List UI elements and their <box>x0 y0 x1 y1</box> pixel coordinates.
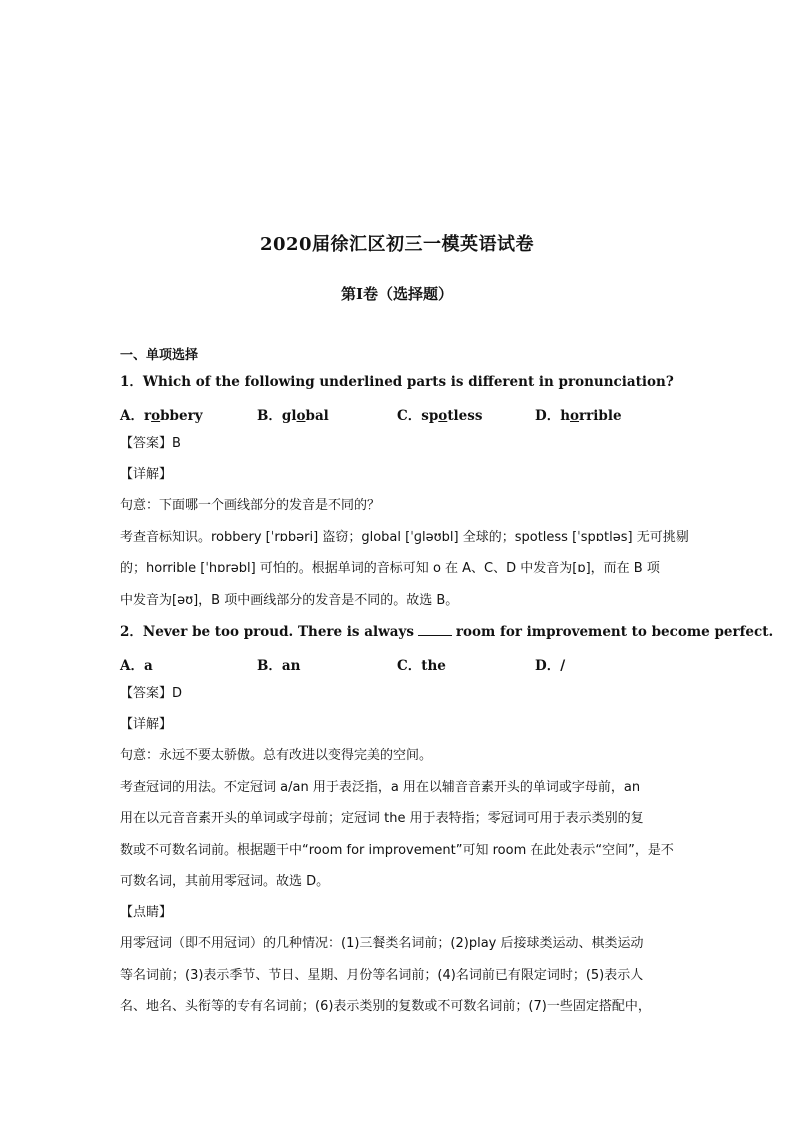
q1-detail-label: 【详解】 <box>120 467 173 482</box>
q2-option-d: D．/ <box>535 658 566 674</box>
q2-option-a: A．a <box>120 658 153 674</box>
q2-tip-line: 名、地名、头衔等的专有名词前；(6)表示类别的复数或不可数名词前；(7)一些固定搭配中， <box>120 999 651 1014</box>
q1-detail-line: 句意：下面哪一个画线部分的发音是不同的？ <box>120 498 381 513</box>
q1-answer: 【答案】B <box>120 436 181 451</box>
section-heading: 一、单项选择 <box>120 348 199 363</box>
q1-detail-line: 中发音为[əʊ]，B 项中画线部分的发音是不同的。故选 B。 <box>120 593 459 608</box>
q2-tip-label: 【点睛】 <box>120 905 173 920</box>
q2-tip-line: 等名词前；(3)表示季节、节日、星期、月份等名词前；(4)名词前已有限定词时；(5)表示人 <box>120 968 644 983</box>
q2-tip-line: 用零冠词（即不用冠词）的几种情况：(1)三餐类名词前；(2)play 后接球类运动、棋类运动 <box>120 936 644 951</box>
q1-option-c: C．spotless <box>397 408 483 424</box>
q2-option-c: C．the <box>397 658 446 674</box>
q2-detail-line: 用在以元音音素开头的单词或字母前；定冠词 the 用于表特指；零冠词可用于表示类别的复 <box>120 811 644 826</box>
q1-option-a: A．robbery <box>120 408 203 424</box>
q2-answer: 【答案】D <box>120 686 183 701</box>
q1-detail-line: 的；horrible [ˈhɒrəbl] 可怕的。根据单词的音标可知 o 在 A、C、D 中发音为[ɒ]，而在 B 项 <box>120 561 660 576</box>
question-2-stem: 2．Never be too proud. There is always room for improvement to become perfect. <box>120 624 774 640</box>
q2-detail-line: 句意：永远不要太骄傲。总有改进以变得完美的空间。 <box>120 748 433 763</box>
exam-title: 2020届徐汇区初三一模英语试卷 <box>259 234 535 255</box>
q2-detail-line: 可数名词，其前用零冠词。故选 D。 <box>120 874 330 889</box>
question-1-stem: 1．Which of the following underlined parts is different in pronunciation? <box>120 374 674 390</box>
q2-detail-line: 考查冠词的用法。不定冠词 a/an 用于表泛指，a 用在以辅音音素开头的单词或字母前，an <box>120 780 641 795</box>
q1-detail-line: 考查音标知识。robbery [ˈrɒbəri] 盗窃；global [ˈɡləʊbl] 全球的；spotless [ˈspɒtləs] 无可挑剔 <box>120 530 689 545</box>
q2-detail-line: 数或不可数名词前。根据题干中“room for improvement”可知 room 在此处表示“空间”，是不 <box>120 843 674 858</box>
exam-subtitle: 第I卷（选择题） <box>340 285 454 303</box>
q2-option-b: B．an <box>257 658 301 674</box>
q2-detail-label: 【详解】 <box>120 717 173 732</box>
answer-blank <box>418 623 452 636</box>
q1-option-d: D．horrible <box>535 408 622 424</box>
q1-option-b: B．global <box>257 408 329 424</box>
